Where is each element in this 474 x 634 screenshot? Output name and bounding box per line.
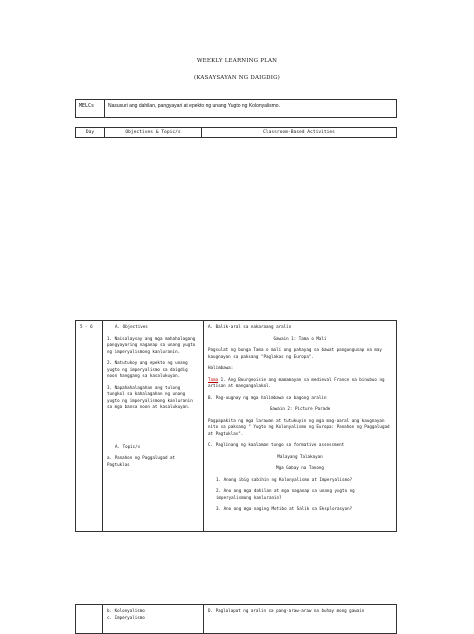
objective-item: 2. Natutukoy ang epekto ng unang yugto ng imperyalismo sa daigdig noon hanggang sa kasalukuyan. bbox=[107, 360, 188, 378]
gawain1-instructions: Pagsulat ng bunga Tama o mali ang pahayag sa bawat pangungusap na may kaugnayan sa paksang "Paglakas ng Europa". bbox=[208, 347, 382, 359]
gawain2-title: Gawain 2: Picture Parade bbox=[269, 406, 331, 411]
plan-header-table bbox=[75, 127, 397, 138]
example-answer: Tama bbox=[208, 376, 219, 382]
melc-text: Nasusuri ang dahilan, pangyayari at epekto ng unang Yugto ng Kolonyalismo. bbox=[105, 100, 397, 118]
objectives-cell bbox=[103, 321, 204, 532]
question-item: 3. Ano ang mga naging Motibo at Salik sa Eksplorasyon? bbox=[216, 506, 353, 511]
activity-c-heading: C. Paglinang ng kaalaman tungo sa formative assessment bbox=[208, 442, 345, 447]
day-cell: 5 - 6 bbox=[76, 321, 103, 532]
header-day: Day bbox=[76, 128, 105, 138]
topic-item: b. Kolonyalismo bbox=[107, 608, 145, 613]
bottom-activities-cell: D. Paglalapat ng aralin sa pang-araw-araw na buhay mong gawain bbox=[204, 605, 397, 634]
activity-a-heading: A. Balik-aral sa nakaraang aralin bbox=[208, 324, 292, 329]
plan-bottom-table bbox=[75, 604, 397, 634]
activity-b-heading: B. Pag-uugnay ng mga halimbawa sa bagong aralin bbox=[208, 394, 327, 400]
gawain2-instructions: Pagpapakita ng mga larawan at tutukuyin ng mga mag-aaral ang kaugnayan nito sa paksang " Yugto ng Kolonyalismo ng Europa: Panahon ng Paggalugad at Pagtuklas". bbox=[208, 417, 390, 436]
melc-table bbox=[75, 99, 397, 118]
question-item: 1. Anong ibig sabihin ng Kolonyalismo at Imperyalismo? bbox=[216, 476, 353, 482]
bottom-day-cell bbox=[76, 605, 103, 634]
objective-item: 1. Naisalaysay ang mga mahahalagang pangyayaring naganap sa unang yugto ng imperyalismong kanluranin. bbox=[107, 335, 196, 354]
activities-cell bbox=[204, 321, 397, 532]
objective-item: 3. Napahahalagahan ang tulong tungkol sa kahalagahan ng unang yugto ng imperyalismong kanluranin sa mga bansa noon at kasalukuyan. bbox=[107, 384, 193, 409]
bottom-objectives-cell bbox=[103, 605, 204, 634]
question-item: 2. Ano ang mga dahilan at mga naganap sa unang yugto ng imperyalismong kanluranin? bbox=[216, 488, 355, 500]
topic-item: a. Panahon ng Paggalugad at Pagtuklas bbox=[107, 455, 176, 467]
document-subtitle: (KASAYSAYAN NG DAIGDIG) bbox=[193, 75, 281, 81]
gabay-na-tanong: Mga Gabay na Tanong bbox=[276, 465, 324, 470]
melc-label: MELCs bbox=[76, 100, 105, 118]
topic-heading: A. Topic/s bbox=[115, 443, 141, 449]
header-activities: Classroom-Based Activities bbox=[202, 128, 397, 138]
plan-main-table bbox=[75, 320, 397, 532]
document-title: WEEKLY LEARNING PLAN bbox=[196, 58, 278, 64]
malayang-talakayan: Malayang Talakayan bbox=[277, 453, 323, 459]
gawain1-title: Gawain 1: Tama o Mali bbox=[273, 335, 327, 341]
objectives-heading: A. Objectives bbox=[115, 324, 148, 329]
header-objectives: Objectives & Topic/s bbox=[105, 128, 202, 138]
example-line bbox=[208, 377, 392, 390]
example-text: 1. Ang Bourgeoisie ang mamamayan sa medieval France na binubuo ng artisan at mangangalakal. bbox=[208, 376, 385, 388]
halimbawa-label: Halimbawa: bbox=[208, 365, 234, 370]
topic-item: c. Imperyalismo bbox=[107, 614, 145, 620]
